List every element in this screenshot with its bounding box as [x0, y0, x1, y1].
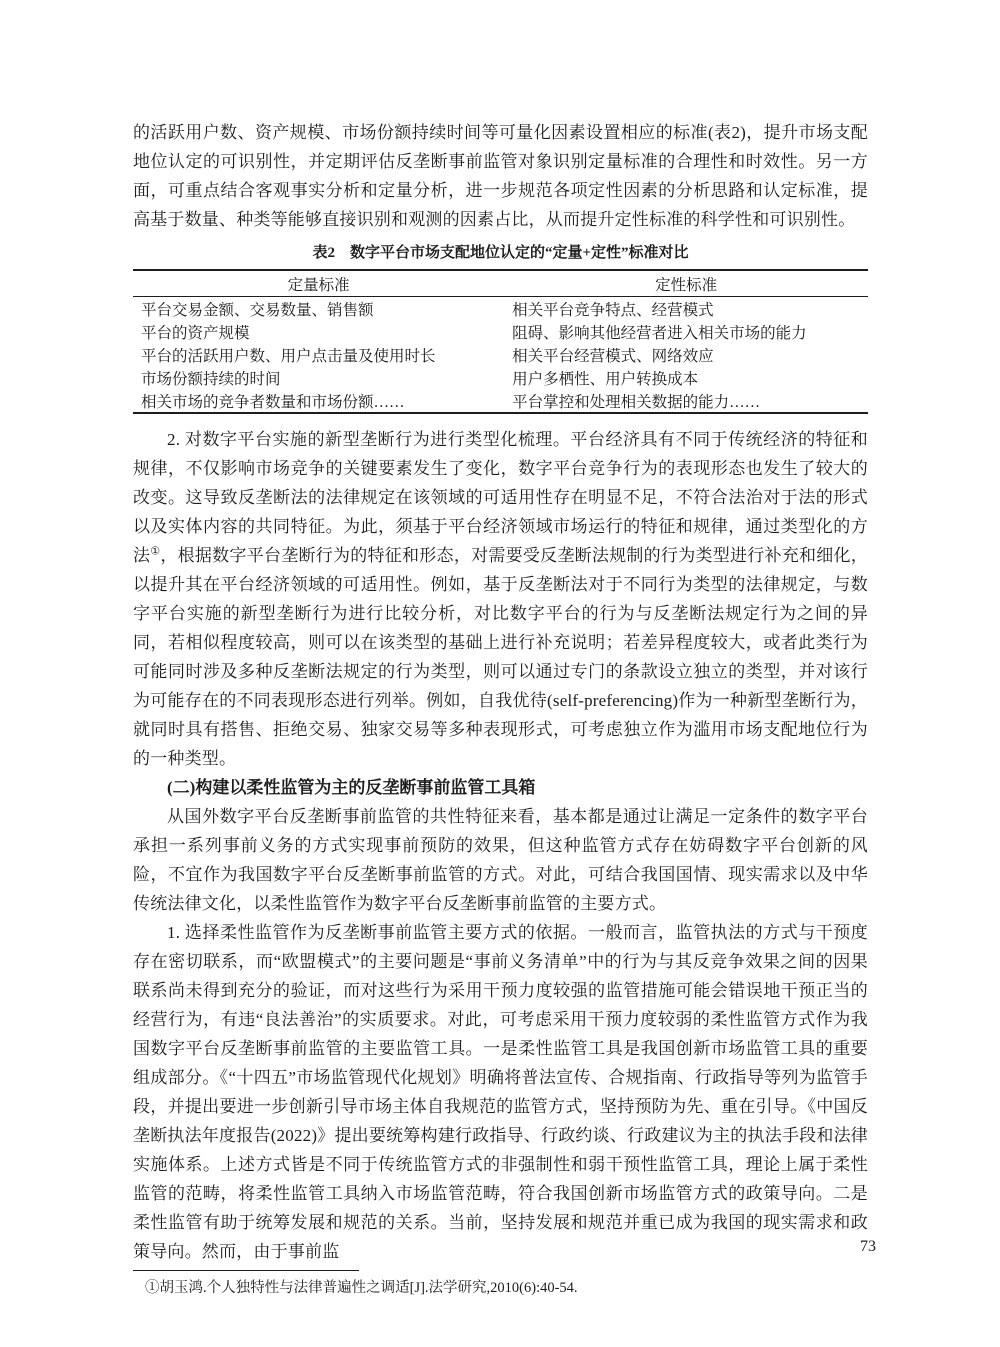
table-caption: 表2 数字平台市场支配地位认定的“定量+定性”标准对比	[312, 245, 689, 261]
table-row	[133, 343, 868, 366]
table-cell: 平台交易金额、交易数量、销售额	[141, 301, 374, 319]
footnote-divider	[133, 1270, 359, 1271]
table-row	[133, 389, 868, 413]
table-cell: 用户多栖性、用户转换成本	[512, 370, 699, 388]
table-cell: 市场份额持续的时间	[141, 370, 281, 388]
table-cell: 相关平台竞争特点、经营模式	[512, 301, 714, 319]
paragraph-typology	[133, 425, 868, 773]
table-row	[133, 366, 868, 389]
paragraph-continuation: 的活跃用户数、资产规模、市场份额持续时间等可量化因素设置相应的标准(表2)，提升市场支配地位认定的可识别性，并定期评估反垄断事前监管对象识别定量标准的合理性和时效性。另一方面，可重点结合客观事实分析和定量分析，进一步规范各项定性因素的分析思路和认定标准，提高基于数量、种类等能够直接识别和观测的因素占比，从而提升定性标准的科学性和可识别性。	[133, 123, 868, 229]
page-content	[133, 118, 868, 1299]
section-heading: (二)构建以柔性监管为主的反垄断事前监管工具箱	[167, 778, 536, 797]
footnote-reference-1: ①	[150, 545, 161, 558]
page-number: 73	[860, 1238, 876, 1255]
footnote-text: ①胡玉鸿.个人独特性与法律普遍性之调适[J].法学研究,2010(6):40-54.	[145, 1280, 578, 1296]
table-header-row	[133, 270, 868, 297]
table-row	[133, 297, 868, 321]
table-cell: 阻碍、影响其他经营者进入相关市场的能力	[512, 324, 807, 342]
comparison-table	[133, 269, 868, 414]
paragraph-text-segment: ，根据数字平台垄断行为的特征和形态，对需要受反垄断法规制的行为类型进行补充和细化，以提升其在平台经济领域的可适用性。例如，基于反垄断法对于不同行为类型的法律规定，与数字平台实施的新型垄断行为进行比较分析，对比数字平台的行为与反垄断法规定行为之间的异同，若相似程度较高，则可以在该类型的基础上进行补充说明；若差异程度较大，或者此类行为可能同时涉及多种反垄断法规定的行为类型，则可以通过专门的条款设立独立的类型，并对该行为可能存在的不同表现形态进行列举。例如，自我优待(self-preferencing)作为一种新型垄断行为，就同时具有搭售、拒绝交易、独家交易等多种表现形式，可考虑独立作为滥用市场支配地位行为的一种类型。	[133, 546, 868, 768]
table-row	[133, 320, 868, 343]
table-cell: 相关市场的竞争者数量和市场份额……	[141, 393, 405, 411]
table-cell: 平台的活跃用户数、用户点击量及使用时长	[141, 347, 436, 365]
footnote-block	[133, 1270, 868, 1299]
table-cell: 相关平台经营模式、网络效应	[512, 347, 714, 365]
column-header-quantitative: 定量标准	[133, 270, 504, 297]
paragraph-flexible-regulation: 1. 选择柔性监管作为反垄断事前监管主要方式的依据。一般而言，监管执法的方式与干预度存在密切联系，而“欧盟模式”的主要问题是“事前义务清单”中的行为与其反竞争效果之间的因果联系尚未得到充分的验证，而对这些行为采用干预力度较强的监管措施可能会错误地干预正当的经营行为，有违“良法善治”的实质要求。对此，可考虑采用干预力度较弱的柔性监管方式作为我国数字平台反垄断事前监管的主要监管工具。一是柔性监管工具是我国创新市场监管工具的重要组成部分。《“十四五”市场监管现代化规划》明确将普法宣传、合规指南、行政指导等列为监管手段，并提出要进一步创新引导市场主体自我规范的监管方式，坚持预防为先、重在引导。《中国反垄断执法年度报告(2022)》提出要统筹构建行政指导、行政约谈、行政建议为主的执法手段和法律实施体系。上述方式皆是不同于传统监管方式的非强制性和弱干预性监管工具，理论上属于柔性监管的范畴，将柔性监管工具纳入市场监管范畴，符合我国创新市场监管方式的政策导向。二是柔性监管有助于统筹发展和规范的关系。当前，坚持发展和规范并重已成为我国的现实需求和政策导向。然而，由于事前监	[133, 923, 868, 1261]
paragraph-text-segment: 2. 对数字平台实施的新型垄断行为进行类型化梳理。平台经济具有不同于传统经济的特征和规律，不仅影响市场竞争的关键要素发生了变化，数字平台竞争行为的表现形态也发生了较大的改变。这导致反垄断法的法律规定在该领域的可适用性存在明显不足，不符合法治对于法的形式以及实体内容的共同特征。为此，须基于平台经济领域市场运行的特征和规律，通过类型化的方法	[133, 430, 868, 565]
column-header-qualitative: 定性标准	[504, 270, 868, 297]
paragraph-overseas-regulation: 从国外数字平台反垄断事前监管的共性特征来看，基本都是通过让满足一定条件的数字平台承担一系列事前义务的方式实现事前预防的效果，但这种监管方式存在妨碍数字平台创新的风险，不宜作为我国数字平台反垄断事前监管的方式。对此，可结合我国国情、现实需求以及中华传统法律文化，以柔性监管作为数字平台反垄断事前监管的主要方式。	[133, 807, 868, 913]
table-cell: 平台掌控和处理相关数据的能力……	[512, 393, 761, 411]
table-block	[133, 243, 868, 414]
table-cell: 平台的资产规模	[141, 324, 250, 342]
